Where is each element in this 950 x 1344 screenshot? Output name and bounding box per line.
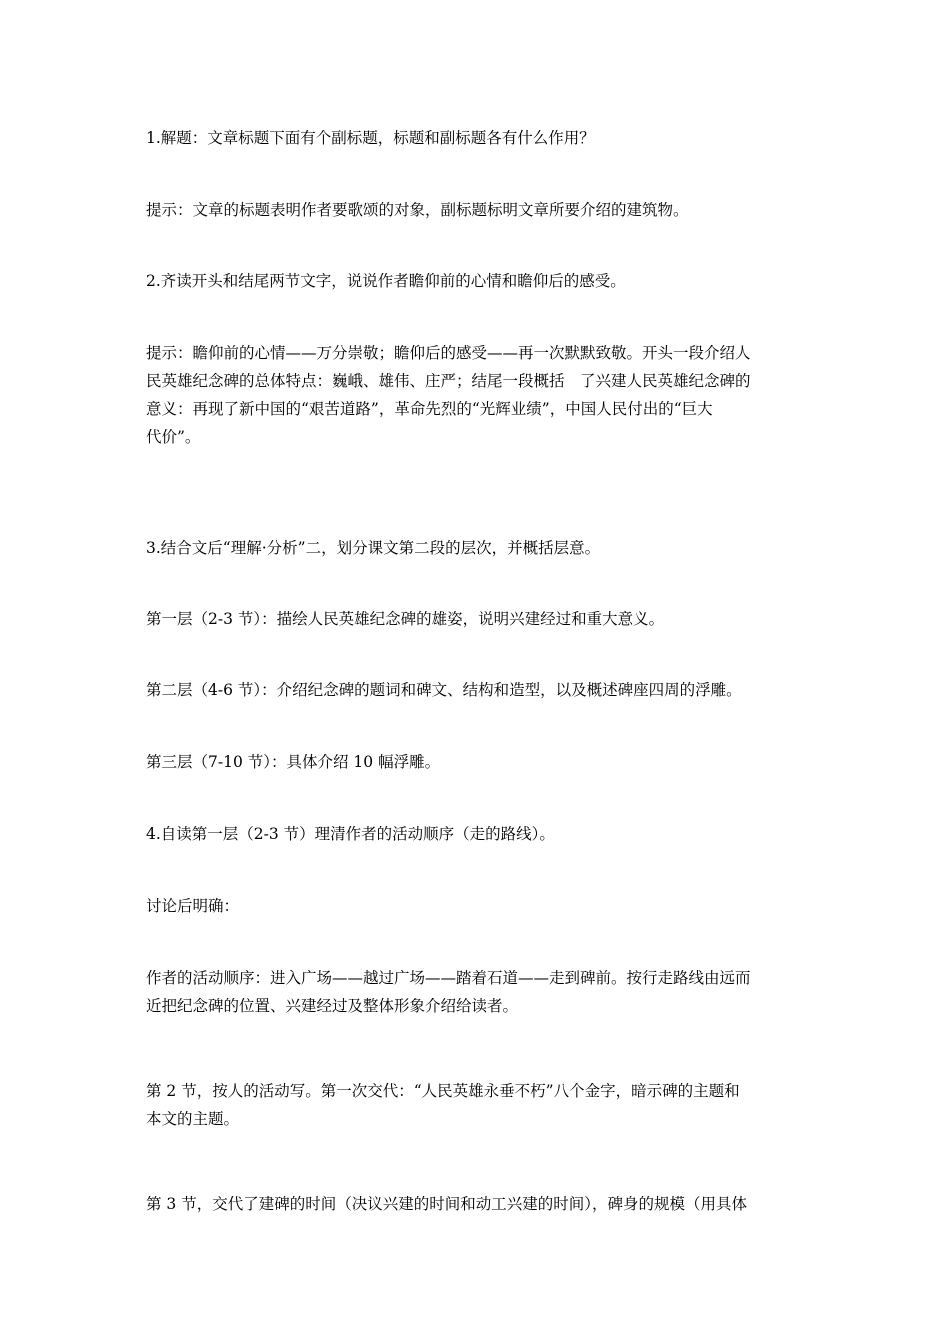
text-line: 3.结合文后“理解·分析”二，划分课文第二段的层次，并概括层意。 xyxy=(146,539,601,557)
text-line: 讨论后明确： xyxy=(146,897,240,915)
text-line: 第三层（7-10 节）：具体介绍 10 幅浮雕。 xyxy=(146,753,441,771)
text-line: 第一层（2-3 节）：描绘人民英雄纪念碑的雄姿，说明兴建经过和重大意义。 xyxy=(146,610,665,628)
hint-2 xyxy=(146,339,816,451)
text-line: 提示：文章的标题表明作者要歌颂的对象，副标题标明文章所要介绍的建筑物。 xyxy=(146,201,689,219)
text-line: 第 2 节，按人的活动写。第一次交代：“人民英雄永垂不朽”八个金字，暗示碑的主题和 xyxy=(146,1082,740,1100)
text-line: 意义：再现了新中国的“艰苦道路”，革命先烈的“光辉业绩”，中国人民付出的“巨大 xyxy=(146,400,713,418)
text-line: 第 3 节，交代了建碑的时间（决议兴建的时间和动工兴建的时间），碑身的规模（用具体 xyxy=(146,1195,747,1213)
activity-order xyxy=(146,964,816,1020)
layer-1 xyxy=(146,605,816,633)
text-line: 作者的活动顺序：进入广场——越过广场——踏着石道——走到碑前。按行走路线由远而 xyxy=(146,969,751,987)
text-line: 2.齐读开头和结尾两节文字，说说作者瞻仰前的心情和瞻仰后的感受。 xyxy=(146,272,626,290)
question-1 xyxy=(146,124,816,152)
discussion-heading xyxy=(146,892,816,920)
text-line: 民英雄纪念碑的总体特点：巍峨、雄伟、庄严；结尾一段概括 了兴建人民英雄纪念碑的 xyxy=(146,372,751,390)
text-line: 近把纪念碑的位置、兴建经过及整体形象介绍给读者。 xyxy=(146,997,519,1015)
text-line: 4.自读第一层（2-3 节）理清作者的活动顺序（走的路线）。 xyxy=(146,825,555,843)
layer-2 xyxy=(146,676,816,704)
section-2-note xyxy=(146,1077,816,1133)
text-line: 代价”。 xyxy=(146,428,201,446)
layer-3 xyxy=(146,748,816,776)
hint-1 xyxy=(146,196,816,224)
text-line: 提示：瞻仰前的心情——万分崇敬；瞻仰后的感受——再一次默默致敬。开头一段介绍人 xyxy=(146,344,751,362)
question-2 xyxy=(146,267,816,295)
question-4 xyxy=(146,820,816,848)
question-3 xyxy=(146,534,816,562)
text-line: 第二层（4-6 节）：介绍纪念碑的题词和碑文、结构和造型，以及概述碑座四周的浮雕。 xyxy=(146,681,742,699)
section-3-note xyxy=(146,1190,816,1218)
text-line: 1.解题：文章标题下面有个副标题，标题和副标题各有什么作用？ xyxy=(146,129,595,147)
text-line: 本文的主题。 xyxy=(146,1110,240,1128)
